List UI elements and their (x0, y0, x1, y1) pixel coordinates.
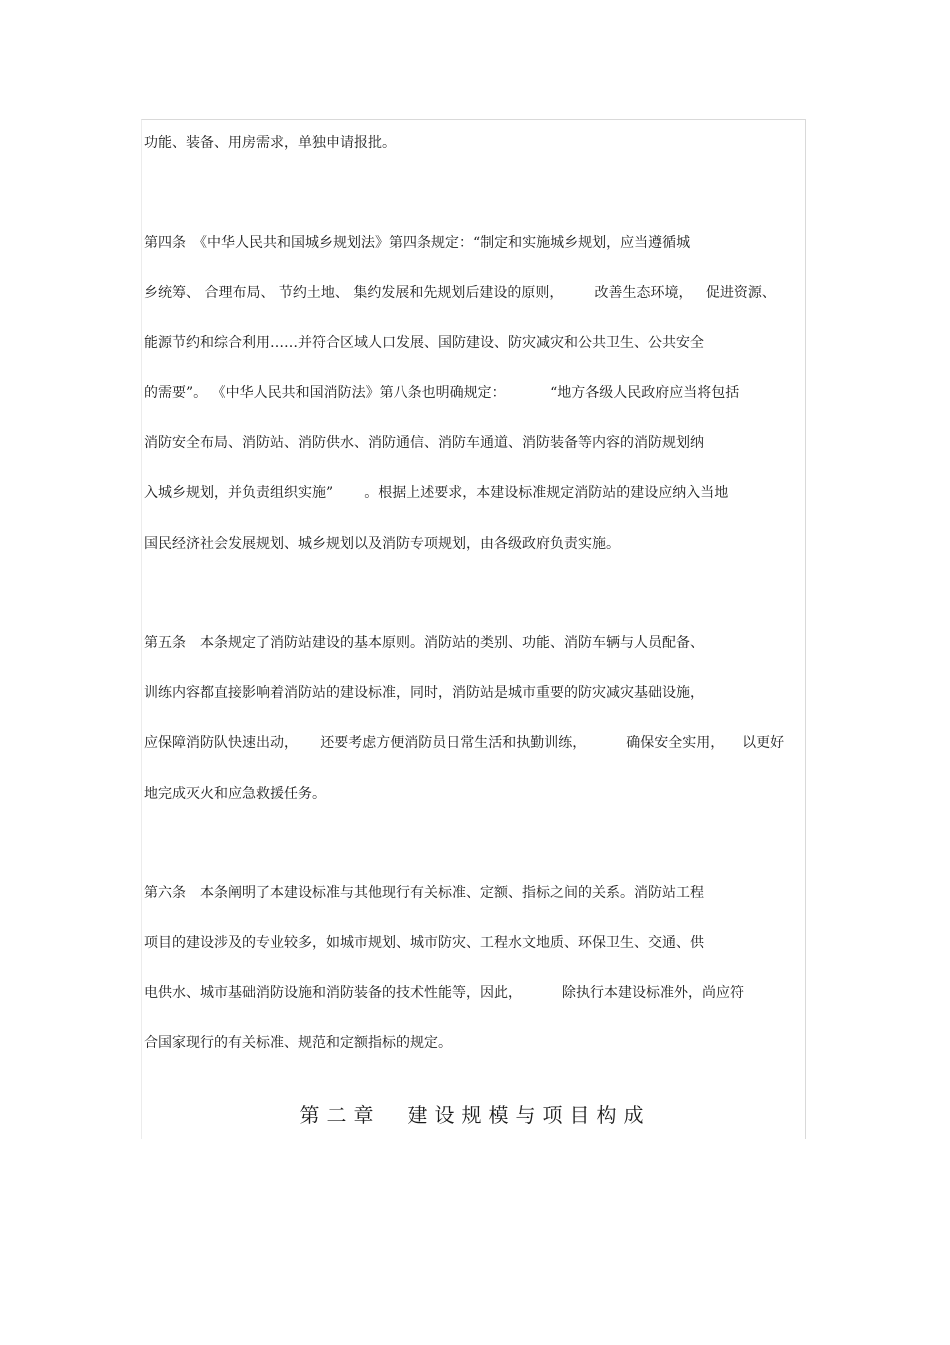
article4-line1: 第四条 《中华人民共和国城乡规划法》第四条规定：“制定和实施城乡规划，应当遵循城 (144, 235, 691, 251)
article4-line4: 的需要”。 《中华人民共和国消防法》第八条也明确规定： “地方各级人民政府应当将包括 (144, 385, 740, 401)
article4-line6: 入城乡规划，并负责组织实施” 。根据上述要求，本建设标准规定消防站的建设应纳入当地 (144, 485, 729, 501)
article6-line1: 第六条 本条阐明了本建设标准与其他现行有关标准、定额、指标之间的关系。消防站工程 (144, 885, 704, 901)
article4-line5: 消防安全布局、消防站、消防供水、消防通信、消防车通道、消防装备等内容的消防规划纳 (144, 435, 704, 451)
chapter-title: 第二章 建设规模与项目构成 (299, 1103, 651, 1127)
article4-line7: 国民经济社会发展规划、城乡规划以及消防专项规划，由各级政府负责实施。 (144, 536, 620, 552)
article6-line2: 项目的建设涉及的专业较多，如城市规划、城市防灾、工程水文地质、环保卫生、交通、供 (144, 935, 704, 951)
article5-line1: 第五条 本条规定了消防站建设的基本原则。消防站的类别、功能、消防车辆与人员配备、 (144, 635, 704, 651)
article5-line4: 地完成灭火和应急救援任务。 (144, 786, 326, 802)
article4-line2: 乡统筹、 合理布局、 节约土地、 集约发展和先规划后建设的原则， 改善生态环境， 促进资源、 (144, 285, 776, 301)
article6-line4: 合国家现行的有关标准、规范和定额指标的规定。 (144, 1035, 452, 1051)
article5-line2: 训练内容都直接影响着消防站的建设标准，同时，消防站是城市重要的防灾减灾基础设施， (144, 685, 704, 701)
para3-line-end: 功能、装备、用房需求，单独申请报批。 (144, 135, 396, 151)
article5-line3: 应保障消防队快速出动， 还要考虑方便消防员日常生活和执勤训练， 确保安全实用， 以更好 (144, 735, 785, 751)
article4-line3: 能源节约和综合利用……并符合区域人口发展、国防建设、防灾减灾和公共卫生、公共安全 (144, 335, 704, 351)
article6-line3: 电供水、城市基础消防设施和消防装备的技术性能等，因此， 除执行本建设标准外，尚应符 (144, 985, 745, 1001)
